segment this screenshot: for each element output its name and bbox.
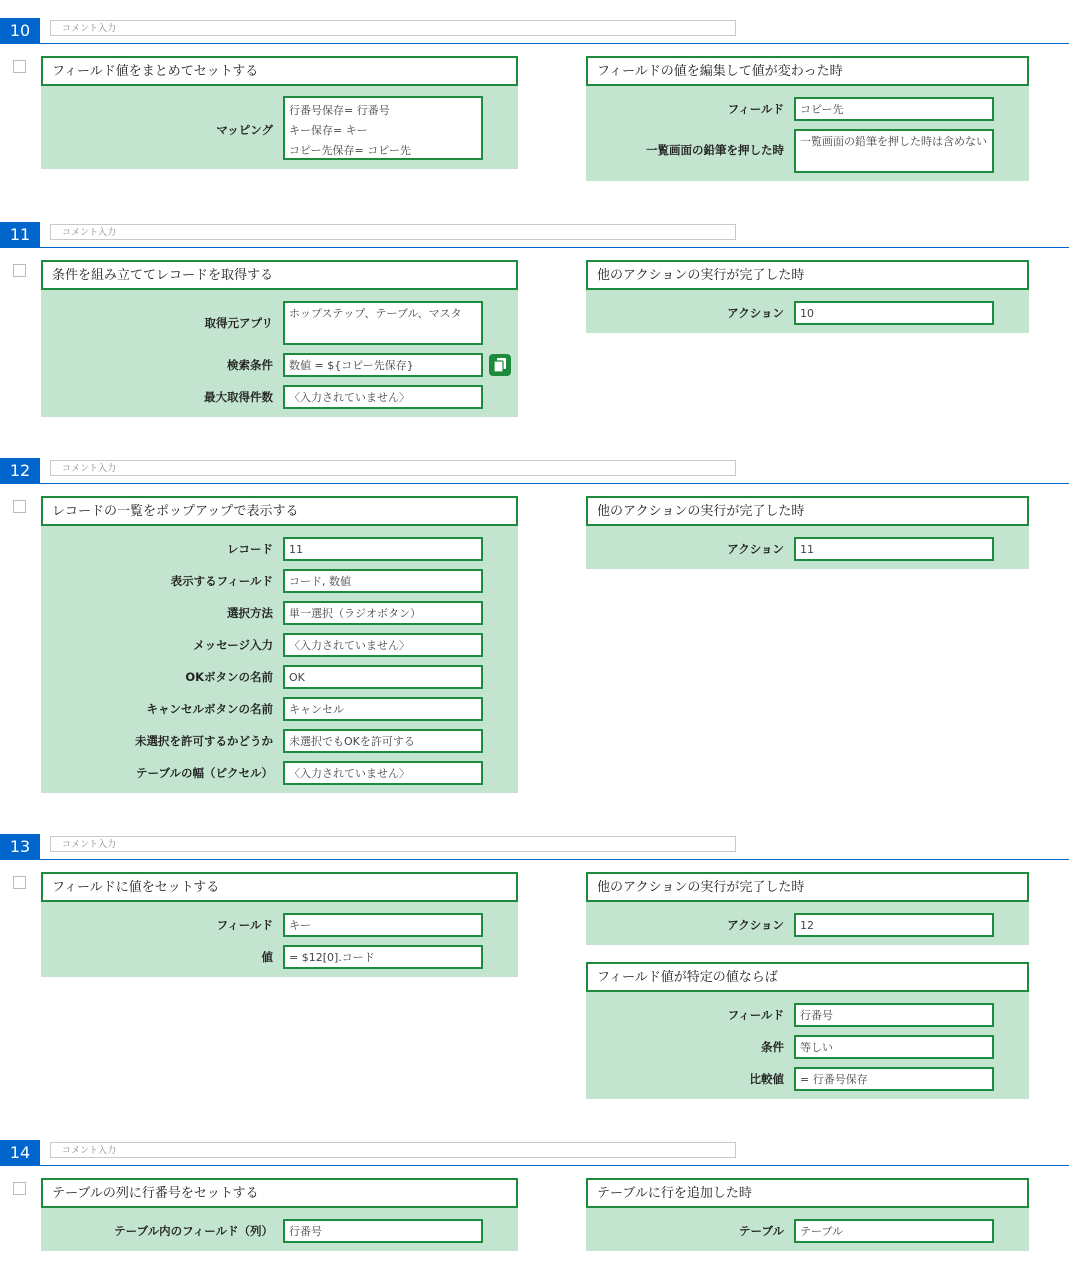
field-value[interactable]: コード, 数値 [283,569,483,593]
divider [40,1165,1069,1166]
field-value[interactable]: 一覧画面の鉛筆を押した時は含めない [794,129,994,173]
rule-number: 10 [0,18,40,44]
trigger-card [586,260,1029,333]
trigger-card [586,1178,1029,1251]
field-label: テーブル [739,1224,784,1238]
trigger-title[interactable]: 他のアクションの実行が完了した時 [586,260,1029,290]
trigger-title[interactable]: 他のアクションの実行が完了した時 [586,872,1029,902]
field-value[interactable]: キー [283,913,483,937]
field-label: 表示するフィールド [170,574,273,588]
field-label: レコード [227,542,273,556]
field-value[interactable]: テーブル [794,1219,994,1243]
rule-number: 13 [0,834,40,860]
rule-block-11 [0,222,1069,422]
rule-block-10 [0,18,1069,188]
copy-button[interactable] [489,354,511,376]
field-value[interactable]: 11 [283,537,483,561]
rule-number: 11 [0,222,40,248]
field-label: 選択方法 [227,606,273,620]
mapping-line: 行番号保存= 行番号 [289,104,390,117]
divider [40,483,1069,484]
field-value[interactable]: OK [283,665,483,689]
trigger-title[interactable]: 他のアクションの実行が完了した時 [586,496,1029,526]
field-label: テーブルの幅（ピクセル） [136,766,273,780]
action-card [41,496,518,793]
condition-card [586,962,1029,1099]
action-title[interactable]: フィールドに値をセットする [41,872,518,902]
condition-title[interactable]: フィールド値が特定の値ならば [586,962,1029,992]
field-label: マッピング [216,123,273,137]
trigger-card [586,872,1029,945]
field-label: アクション [727,306,784,320]
action-card [41,872,518,977]
field-label: フィールド [727,1008,784,1022]
select-checkbox[interactable] [13,264,26,277]
select-checkbox[interactable] [13,1182,26,1195]
field-label: テーブル内のフィールド（列） [114,1224,273,1238]
divider [40,43,1069,44]
field-value[interactable]: キャンセル [283,697,483,721]
field-value[interactable]: 〈入力されていません〉 [283,633,483,657]
field-label: 未選択を許可するかどうか [135,734,273,748]
field-label: 値 [261,950,273,964]
action-title[interactable]: 条件を組み立ててレコードを取得する [41,260,518,290]
action-title[interactable]: レコードの一覧をポップアップで表示する [41,496,518,526]
divider [40,859,1069,860]
field-label: 比較値 [749,1072,784,1086]
action-title[interactable]: フィールド値をまとめてセットする [41,56,518,86]
field-value[interactable]: = 行番号保存 [794,1067,994,1091]
rule-number: 14 [0,1140,40,1166]
comment-input[interactable]: コメント入力 [50,836,736,852]
field-label: 取得元アプリ [204,316,273,330]
comment-input[interactable]: コメント入力 [50,460,736,476]
field-value[interactable]: 未選択でもOKを許可する [283,729,483,753]
field-value[interactable]: 単一選択（ラジオボタン） [283,601,483,625]
field-label: OKボタンの名前 [185,670,273,684]
field-label: フィールド [216,918,273,932]
copy-icon [494,358,506,372]
rule-block-14 [0,1140,1069,1260]
action-title[interactable]: テーブルの列に行番号をセットする [41,1178,518,1208]
mapping-line: コピー先保存= コピー先 [289,144,411,157]
field-label: 最大取得件数 [204,390,273,404]
action-card [41,56,518,169]
field-label: 条件 [761,1040,784,1054]
mapping-field[interactable] [283,96,483,160]
trigger-card [586,56,1029,181]
select-checkbox[interactable] [13,500,26,513]
field-value[interactable]: 行番号 [283,1219,483,1243]
field-value[interactable]: 〈入力されていません〉 [283,385,483,409]
trigger-card [586,496,1029,569]
rule-block-12 [0,458,1069,798]
field-value[interactable]: 〈入力されていません〉 [283,761,483,785]
field-label: フィールド [727,102,784,116]
field-value[interactable]: コピー先 [794,97,994,121]
field-value[interactable]: ホップステップ、テーブル、マスタ [283,301,483,345]
field-label: キャンセルボタンの名前 [146,702,273,716]
comment-input[interactable]: コメント入力 [50,224,736,240]
field-value[interactable]: 10 [794,301,994,325]
rule-number: 12 [0,458,40,484]
field-label: 検索条件 [227,358,273,372]
field-value[interactable]: 行番号 [794,1003,994,1027]
comment-input[interactable]: コメント入力 [50,20,736,36]
field-value[interactable]: 11 [794,537,994,561]
mapping-line: キー保存= キー [289,124,368,137]
field-label: メッセージ入力 [193,638,273,652]
field-label: アクション [727,918,784,932]
field-value[interactable]: 12 [794,913,994,937]
select-checkbox[interactable] [13,876,26,889]
field-value[interactable]: 数値 = ${コピー先保存} [283,353,483,377]
rule-block-13 [0,834,1069,1104]
trigger-title[interactable]: フィールドの値を編集して値が変わった時 [586,56,1029,86]
trigger-title[interactable]: テーブルに行を追加した時 [586,1178,1029,1208]
action-card [41,260,518,417]
field-label: 一覧画面の鉛筆を押した時 [646,143,784,157]
field-value[interactable]: = $12[0].コード [283,945,483,969]
select-checkbox[interactable] [13,60,26,73]
field-value[interactable]: 等しい [794,1035,994,1059]
action-card [41,1178,518,1251]
divider [40,247,1069,248]
field-label: アクション [727,542,784,556]
comment-input[interactable]: コメント入力 [50,1142,736,1158]
